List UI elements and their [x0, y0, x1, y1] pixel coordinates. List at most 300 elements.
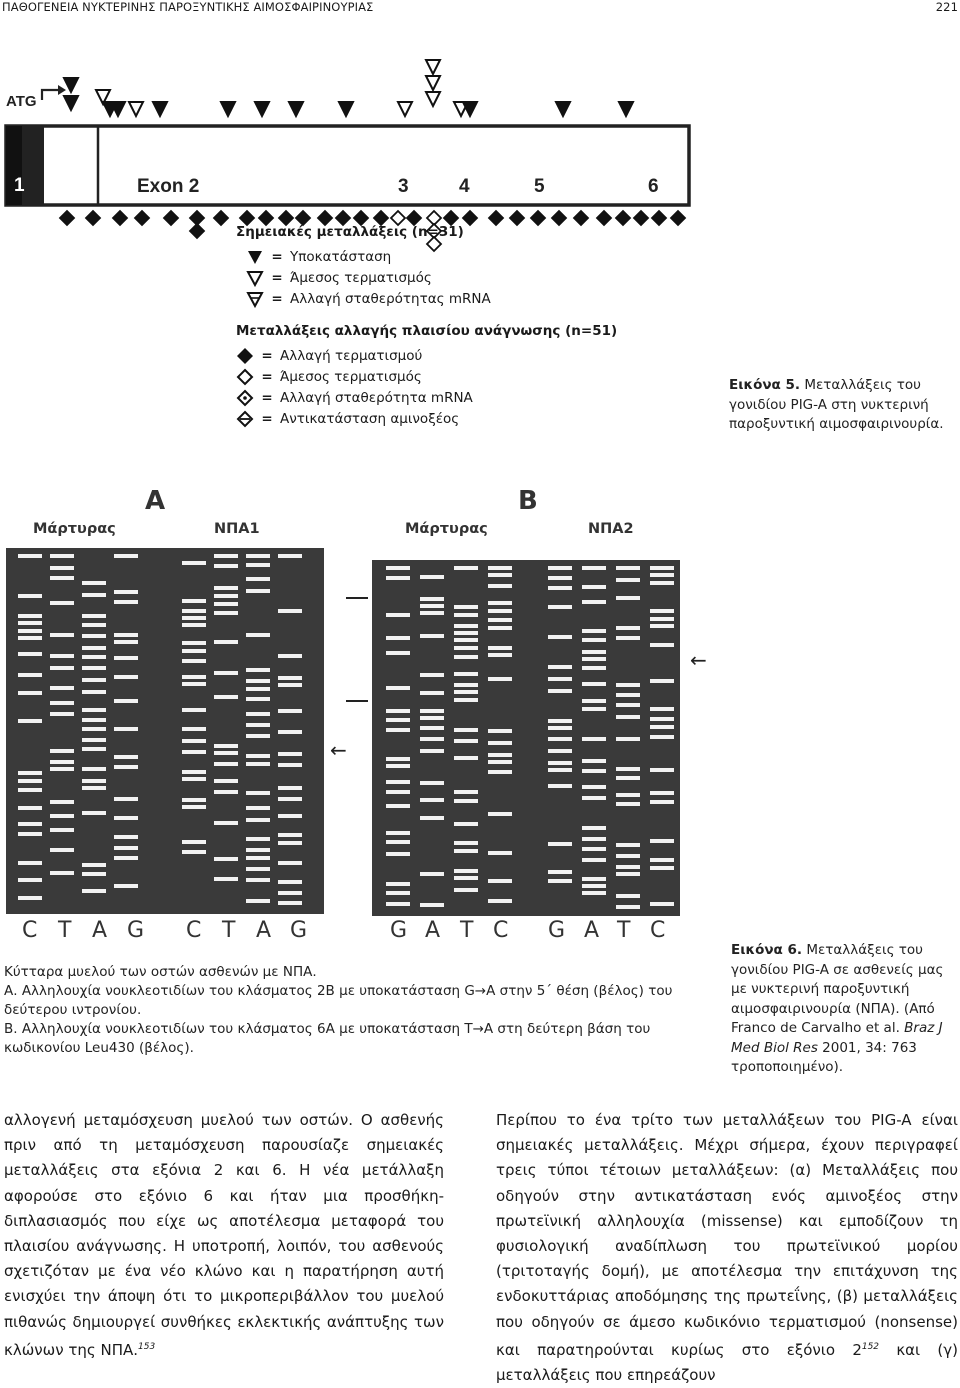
gel-band — [488, 753, 512, 757]
gel-band — [50, 686, 74, 690]
gel-band — [420, 575, 444, 579]
gel-band — [246, 791, 270, 795]
gel-band — [548, 737, 572, 741]
gel-band — [548, 605, 572, 609]
gel-band — [488, 729, 512, 733]
gel-band — [114, 656, 138, 660]
gel-band — [582, 657, 606, 661]
gel-band — [420, 709, 444, 713]
exon-2-label: Exon 2 — [137, 176, 200, 197]
gel-band — [454, 841, 478, 845]
header-pnh2: ΝΠΑ2 — [588, 521, 634, 537]
gel-band — [114, 699, 138, 703]
gel-band — [582, 600, 606, 604]
mutation-diamond-marker — [164, 211, 178, 225]
gel-band — [214, 762, 238, 766]
gel-band — [488, 618, 512, 622]
gel-band — [214, 857, 238, 861]
gel-band — [278, 676, 302, 680]
gel-band — [548, 586, 572, 590]
lane-label-a: T — [222, 918, 236, 943]
gel-band — [650, 707, 674, 711]
gel-band — [18, 832, 42, 836]
marker-dash-lower — [346, 700, 368, 702]
exon-3-label: 3 — [398, 176, 409, 197]
gel-band — [278, 861, 302, 865]
gel-band — [82, 872, 106, 876]
gel-band — [548, 761, 572, 765]
gel-band — [616, 715, 640, 719]
gel-band — [454, 683, 478, 687]
gel-band — [420, 781, 444, 785]
gel-band — [488, 851, 512, 855]
gel-band — [246, 806, 270, 810]
mutation-triangle-marker — [619, 102, 633, 116]
gel-band — [454, 698, 478, 702]
lane-label-b: C — [650, 918, 666, 943]
gel-band — [182, 708, 206, 712]
gel-band — [114, 765, 138, 769]
dotted-diamond-icon — [236, 389, 258, 407]
gel-band — [616, 894, 640, 898]
gel-band — [386, 840, 410, 844]
gel-band — [454, 756, 478, 760]
gel-band — [616, 865, 640, 869]
gel-band — [454, 624, 478, 628]
gel-band — [18, 594, 42, 598]
gel-band — [548, 749, 572, 753]
gel-band — [488, 741, 512, 745]
gel-band — [386, 891, 410, 895]
gel-band — [454, 638, 478, 642]
gel-band — [650, 839, 674, 843]
mutation-diamond-marker — [60, 211, 74, 225]
gel-band — [488, 609, 512, 613]
gel-band — [454, 655, 478, 659]
gel-band — [548, 665, 572, 669]
gel-band — [114, 846, 138, 850]
mutation-diamond-marker — [671, 211, 685, 225]
gel-band — [386, 566, 410, 570]
gel-band — [650, 725, 674, 729]
mutation-triangle-marker — [64, 78, 78, 92]
gel-band — [488, 626, 512, 630]
lane-label-a: G — [290, 918, 308, 943]
gel-band — [488, 760, 512, 764]
gel-band — [246, 697, 270, 701]
gel-band — [18, 896, 42, 900]
gel-band — [246, 554, 270, 558]
gel-band — [82, 666, 106, 670]
gel-band — [454, 728, 478, 732]
gel-band — [246, 633, 270, 637]
mutation-triangle-marker — [339, 102, 353, 116]
gel-band — [582, 891, 606, 895]
gel-band — [114, 816, 138, 820]
gel-band — [50, 666, 74, 670]
gel-band — [582, 629, 606, 633]
page-number: 221 — [935, 0, 958, 14]
exon-5-label: 5 — [534, 176, 545, 197]
frameshift-heading: Μεταλλάξεις αλλαγής πλαισίου ανάγνωσης (n=51) — [236, 323, 618, 339]
gel-band — [582, 707, 606, 711]
gel-band — [454, 799, 478, 803]
figure-6-caption-right: Εικόνα 6. Μεταλλάξεις του γονιδίου PIG-A σε ασθενείς μας με νυκτερινή παροξυντική αιμοσφαιρινουρία (ΝΠΑ). (Από Franco de Carvalho et al. Braz J Med Biol Res 2001, 34: 763 τροποποιημένο). — [731, 942, 944, 1075]
gel-band — [650, 902, 674, 906]
gel-band — [454, 646, 478, 650]
gel-band — [650, 624, 674, 628]
mutation-triangle-marker — [255, 102, 269, 116]
gel-band — [82, 727, 106, 731]
gel-band — [650, 866, 674, 870]
gel-band — [616, 636, 640, 640]
gel-band — [82, 593, 106, 597]
gel-band — [488, 812, 512, 816]
gel-band — [246, 837, 270, 841]
filled-diamond-icon — [236, 347, 258, 365]
gel-band — [214, 554, 238, 558]
running-header — [0, 0, 960, 14]
gel-band — [182, 850, 206, 854]
gel-band — [182, 599, 206, 603]
gel-band — [82, 678, 106, 682]
gel-band — [18, 614, 42, 618]
panel-a-label: A — [145, 486, 166, 516]
gel-band — [650, 679, 674, 683]
gel-band — [420, 726, 444, 730]
gel-band — [278, 833, 302, 837]
gel-band — [582, 650, 606, 654]
gel-band — [386, 576, 410, 580]
gel-band — [182, 641, 206, 645]
gel-band — [454, 672, 478, 676]
gel-band — [616, 737, 640, 741]
gel-band — [454, 690, 478, 694]
gel-band — [214, 564, 238, 568]
gel-band — [50, 601, 74, 605]
gel-band — [18, 771, 42, 775]
gel-band — [50, 712, 74, 716]
panel-b-label: B — [518, 486, 538, 516]
gel-band — [386, 709, 410, 713]
mutation-triangle-marker — [556, 102, 570, 116]
gel-band — [650, 768, 674, 772]
gel-band — [616, 843, 640, 847]
gel-band — [582, 737, 606, 741]
gel-band — [114, 884, 138, 888]
gel-band — [548, 689, 572, 693]
gel-band — [246, 563, 270, 567]
gel-band — [278, 880, 302, 884]
gel-band — [18, 878, 42, 882]
mutation-triangle-marker — [129, 102, 143, 116]
gel-band — [114, 856, 138, 860]
gel-band — [82, 623, 106, 627]
gel-band — [420, 749, 444, 753]
legend-item-immediate-stop: = Άμεσος τερματισμός — [246, 267, 636, 288]
gel-band — [582, 884, 606, 888]
gel-band — [548, 566, 572, 570]
gel-band — [420, 691, 444, 695]
gel-band — [214, 821, 238, 825]
legend-item-mrna-stability: = Αλλαγή σταθερότητας mRNA — [246, 288, 636, 309]
gel-band — [114, 640, 138, 644]
mutation-diamond-marker — [135, 211, 149, 225]
gel-band — [582, 769, 606, 773]
gel-band — [278, 609, 302, 613]
gel-band — [182, 675, 206, 679]
gel-band — [50, 848, 74, 852]
gel-band — [582, 796, 606, 800]
gel-band — [82, 655, 106, 659]
gel-band — [386, 728, 410, 732]
body-column-left: αλλογενή μεταμόσχευση μυελού των οστών. Ο ασθενής πριν από τη μεταμόσχευση παρουσίαζε σημειακές μεταλλάξεις στα εξόνια 2 και 6. Η νέα μετάλλαξη αφορούσε στο εξόνιο 6 και ήταν μια προσθήκη-διπλασιασμός που είχε ως αποτέλεσμα μεταφορά του πλαισίου ανάγνωσης. Η υποτροπή, λοιπόν, του ασθενούς σχετιζόταν με ένα νέο κλώνο και η παρατήρηση αυτή ενισχύει την άποψη ότι το μικροπεριβάλλον του μυελού πιθανώς δημιουργεί συνθήκες εκλεκτικής ανάπτυξης των κλώνων της ΝΠΑ.$^{153}$ — [4, 1111, 444, 1359]
gel-band — [650, 643, 674, 647]
gel-band — [278, 654, 302, 658]
point-mutation-heading: Σημειακές μεταλλάξεις (n=31) — [236, 224, 464, 240]
mutation-triangle-marker — [289, 102, 303, 116]
mutation-triangle-marker — [398, 102, 412, 116]
gel-band — [182, 798, 206, 802]
body-column-right: Περίπου το ένα τρίτο των μεταλλάξεων του PIG-A είναι σημειακές μεταλλάξεις. Μέχρι σήμερα, έχουν περιγραφεί τρεις τύποι τέτοιων μεταλλάξεων: (α) Μεταλλάξεις που οδηγούν στην αντικατάσταση ενός αμινοξέος στην πρωτεϊνική αλληλουχία (missense) και εμποδίζουν τη φυσιολογική αναδίπλωση του πρωτεϊνικού μορίου (τριτοταγής δομή), με αποτέλεσμα την επιτάχυνση της ενδοκυττάριας αποδόμησης της πρωτεΐνης, (β) μεταλλάξεις που οδηγούν σε άμεσο κωδικόνιο τερματισμού (nonsense) και παρατηρούνται κυρίως στο εξόνιο $2^{152}$ και (γ) μεταλλάξεις που επηρεάζουν — [496, 1111, 958, 1385]
figure-6-caption-left: Κύτταρα μυελού των οστών ασθενών με ΝΠΑ. Α. Αλληλουχία νουκλεοτιδίων του κλάσματος 2Β με υποκατάσταση G→A στην 5΄ θέση (βέλος) του δεύτερου ιντρονίου. Β. Αλληλουχία νουκλεοτιδίων του κλάσματος 6Α με υποκατάσταση Τ→Α στη δεύτερη βάση του κωδικονίου Leu430 (βέλος). — [4, 964, 673, 1056]
gel-band — [50, 554, 74, 558]
gel-band — [650, 858, 674, 862]
header-control-b: Μάρτυρας — [405, 521, 488, 537]
gel-band — [246, 723, 270, 727]
running-title: ΠΑΘΟΓΕΝΕΙΑ ΝΥΚΤΕΡΙΝΗΣ ΠΑΡΟΞΥΝΤΙΚΗΣ ΑΙΜΟΣΦΑΙΡΙΝΟΥΡΙΑΣ — [2, 0, 374, 14]
gel-band — [488, 770, 512, 774]
gel-band — [182, 739, 206, 743]
gel-band — [650, 617, 674, 621]
gel-band — [18, 691, 42, 695]
gel-band — [182, 561, 206, 565]
gel-band — [616, 578, 640, 582]
gel-band — [616, 566, 640, 570]
gel-band — [420, 872, 444, 876]
gel-band — [650, 717, 674, 721]
gel-band — [214, 695, 238, 699]
mutation-arrow-b-icon: ← — [690, 648, 707, 672]
gel-band — [214, 744, 238, 748]
gel-band — [454, 876, 478, 880]
lane-label-b: C — [493, 918, 509, 943]
open-triangle-icon — [246, 269, 268, 287]
gel-band — [18, 822, 42, 826]
gel-band — [454, 869, 478, 873]
striped-triangle-icon — [246, 290, 268, 308]
gel-band — [182, 609, 206, 613]
gel-band — [582, 682, 606, 686]
gel-band — [582, 699, 606, 703]
gel-band — [548, 635, 572, 639]
gel-band — [82, 690, 106, 694]
gel-band — [488, 566, 512, 570]
gel-band — [582, 826, 606, 830]
gel-band — [82, 863, 106, 867]
gel-band — [18, 719, 42, 723]
gel-band — [182, 840, 206, 844]
gel-band — [182, 616, 206, 620]
gel-band — [182, 659, 206, 663]
mutation-diamond-marker — [652, 211, 666, 225]
gel-band — [386, 790, 410, 794]
gel-band — [114, 727, 138, 731]
lane-label-b: G — [548, 918, 566, 943]
gel-band — [488, 879, 512, 883]
gel-band — [18, 673, 42, 677]
mutation-diamond-marker — [190, 224, 204, 238]
mutation-triangle-marker — [426, 76, 440, 90]
gel-band — [18, 806, 42, 810]
gel-band — [616, 596, 640, 600]
gel-band — [246, 856, 270, 860]
gel-band — [650, 735, 674, 739]
gel-band — [214, 671, 238, 675]
gel-band — [114, 835, 138, 839]
gel-band — [246, 867, 270, 871]
gel-band — [278, 786, 302, 790]
gel-band — [214, 751, 238, 755]
gel-band — [420, 903, 444, 907]
legend-item-amino-acid-substitution: = Αντικατάσταση αμινοξέος — [236, 408, 636, 429]
gel-band — [82, 889, 106, 893]
mutation-diamond-marker — [634, 211, 648, 225]
mutation-arrow-a-icon: ← — [330, 738, 347, 762]
gel-band — [114, 633, 138, 637]
gel-band — [650, 609, 674, 613]
gel-band — [182, 770, 206, 774]
gel-band — [488, 677, 512, 681]
gel-band — [214, 586, 238, 590]
gel-band — [278, 752, 302, 756]
gel-band — [386, 804, 410, 808]
gel-band — [50, 654, 74, 658]
gel-band — [582, 858, 606, 862]
gel-band — [18, 652, 42, 656]
gel-band — [278, 683, 302, 687]
mutation-triangle-marker — [64, 96, 78, 110]
gel-band — [246, 848, 270, 852]
gel-band — [246, 679, 270, 683]
exon-6-label: 6 — [648, 176, 659, 197]
gel-band — [18, 629, 42, 633]
gel-band — [114, 554, 138, 558]
reference-152: 152 — [861, 1341, 880, 1352]
mutation-triangle-marker — [221, 102, 235, 116]
start-arrow — [42, 90, 58, 100]
gel-band — [454, 613, 478, 617]
gel-band — [420, 816, 444, 820]
lane-label-b: G — [390, 918, 408, 943]
gel-band — [246, 762, 270, 766]
gel-band — [246, 577, 270, 581]
gel-band — [18, 779, 42, 783]
lane-label-a: G — [127, 918, 145, 943]
gel-band — [82, 738, 106, 742]
gel-band — [650, 791, 674, 795]
open-diamond-icon — [236, 368, 258, 386]
legend-item-substitution: = Υποκατάσταση — [246, 246, 636, 267]
figure-5-gene-map — [0, 40, 700, 240]
gel-band — [50, 814, 74, 818]
gel-band — [616, 693, 640, 697]
gel-band — [386, 882, 410, 886]
sequencing-gel-b — [372, 560, 680, 916]
atg-label: ATG — [6, 93, 37, 110]
gel-band — [82, 634, 106, 638]
gel-band — [616, 776, 640, 780]
mutation-triangle-marker — [426, 92, 440, 106]
exon-4-label: 4 — [459, 176, 470, 197]
gel-band — [386, 831, 410, 835]
gel-band — [420, 597, 444, 601]
gel-band — [616, 802, 640, 806]
gel-band — [82, 614, 106, 618]
gel-band — [488, 653, 512, 657]
gel-band — [548, 719, 572, 723]
gel-band — [386, 718, 410, 722]
reference-153: 153 — [138, 1341, 156, 1352]
mutation-triangle-marker — [153, 102, 167, 116]
gel-band — [386, 651, 410, 655]
gel-band — [114, 755, 138, 759]
gel-band — [214, 640, 238, 644]
gel-band — [182, 777, 206, 781]
gel-band — [82, 646, 106, 650]
gel-band — [454, 888, 478, 892]
gel-band — [214, 877, 238, 881]
gel-band — [420, 716, 444, 720]
gel-band — [488, 601, 512, 605]
gel-band — [182, 649, 206, 653]
lane-label-b: T — [617, 918, 631, 943]
gel-band — [582, 666, 606, 670]
mutation-diamond-marker — [113, 211, 127, 225]
gel-band — [50, 576, 74, 580]
gel-band — [582, 566, 606, 570]
point-mutation-markers — [64, 60, 633, 116]
gel-band — [650, 581, 674, 585]
gel-band — [386, 780, 410, 784]
gel-band — [114, 600, 138, 604]
gel-band — [420, 634, 444, 638]
gel-band — [420, 798, 444, 802]
gel-band — [214, 790, 238, 794]
gel-band — [420, 673, 444, 677]
gel-band — [50, 767, 74, 771]
gel-band — [18, 788, 42, 792]
gel-band — [50, 828, 74, 832]
gel-band — [386, 902, 410, 906]
gel-band — [18, 636, 42, 640]
legend-item-fs-immediate-stop: = Άμεσος τερματισμός — [236, 366, 636, 387]
gel-band — [386, 613, 410, 617]
gel-band — [548, 726, 572, 730]
gel-band — [616, 793, 640, 797]
striped-diamond-icon — [236, 410, 258, 428]
figure-5-caption: Εικόνα 5. Μεταλλάξεις του γονιδίου PIG-A στη νυκτερινή παροξυντική αιμοσφαιρινουρία. — [729, 377, 944, 432]
gel-band — [18, 621, 42, 625]
gel-band — [548, 842, 572, 846]
gel-band — [454, 849, 478, 853]
marker-dash-upper — [346, 597, 368, 599]
gel-band — [420, 604, 444, 608]
gel-band — [386, 757, 410, 761]
gel-band — [214, 779, 238, 783]
gene-box — [6, 126, 689, 205]
lane-label-a: A — [92, 918, 108, 943]
